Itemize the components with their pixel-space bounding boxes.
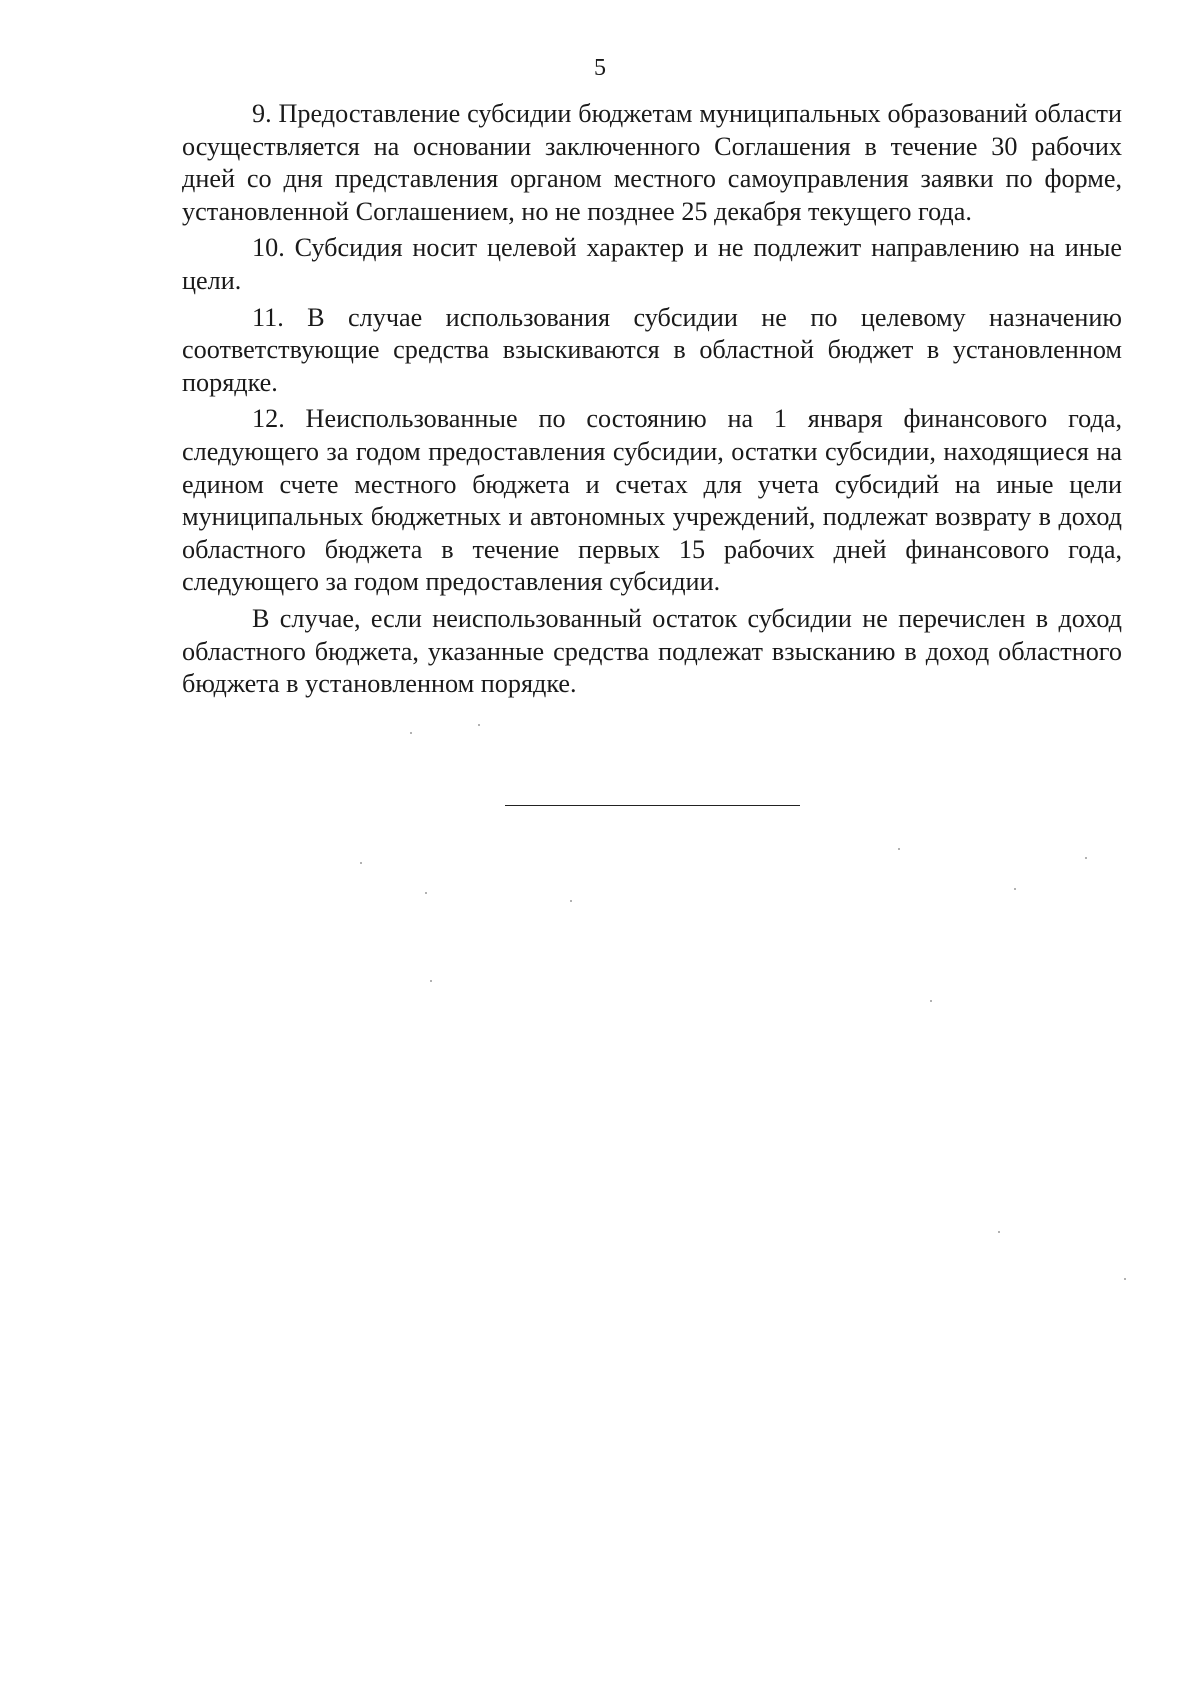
scan-speck [430, 980, 432, 982]
scan-speck [425, 892, 427, 894]
scan-speck [410, 732, 412, 734]
scan-speck [1014, 888, 1016, 890]
paragraph-12: 12. Неиспользованные по состоянию на 1 января финансового года, следующего за годом предоставления субсидии, остатки субсидии, находящиеся на едином счете местного бюджета и счетах для учета субсидий на иные цели муниципальных бюджетных и автономных учреждений, подлежат возврату в доход областного бюджета в течение первых 15 рабочих дней финансового года, следующего за годом предоставления субсидии. [182, 404, 1122, 597]
scan-speck [570, 900, 572, 902]
scan-speck [360, 862, 362, 864]
page-number: 5 [594, 55, 606, 81]
scan-speck [930, 1000, 932, 1002]
scan-speck [898, 848, 900, 850]
scan-speck [1124, 1278, 1126, 1280]
scan-speck [478, 724, 480, 726]
paragraph-11: 11. В случае использования субсидии не по целевому назначению соответствующие средства взыскиваются в областной бюджет в установленном порядке. [182, 302, 1122, 397]
scan-speck [998, 1231, 1000, 1233]
paragraph-10: 10. Субсидия носит целевой характер и не подлежит направлению на иные цели. [182, 233, 1122, 295]
paragraph-12-continuation: В случае, если неиспользованный остаток субсидии не перечислен в доход областного бюджета, указанные средства подлежат взысканию в доход областного бюджета в установленном порядке. [182, 603, 1122, 699]
closing-divider [505, 805, 800, 806]
scan-speck [1085, 857, 1087, 859]
document-body [182, 98, 1122, 705]
paragraph-9: 9. Предоставление субсидии бюджетам муниципальных образований области осуществляется на основании заключенного Соглашения в течение 30 рабочих дней со дня представления органом местного самоуправления заявки по форме, установленной Соглашением, но не позднее 25 декабря текущего года. [182, 99, 1122, 226]
